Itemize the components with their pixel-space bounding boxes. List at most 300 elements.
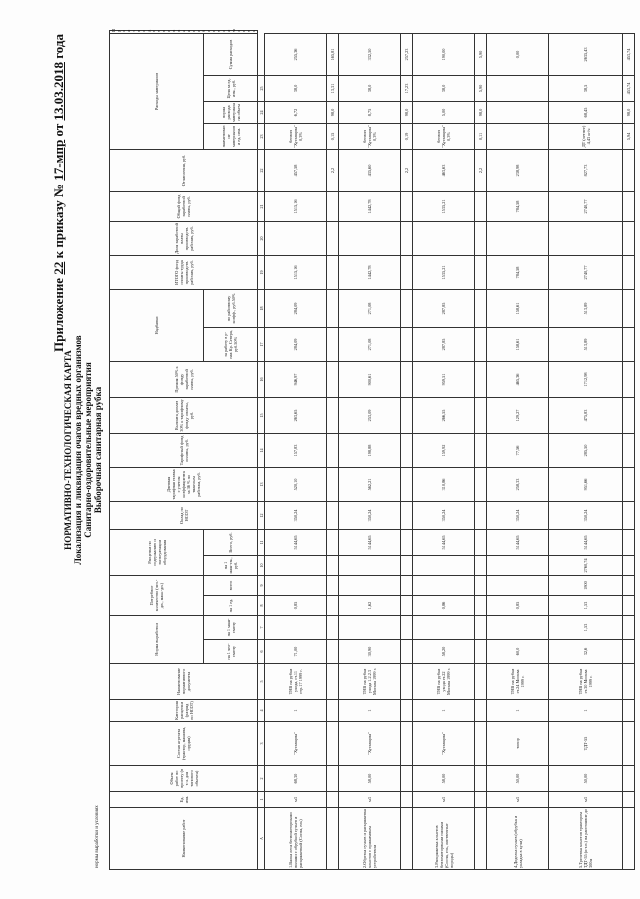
cell-doc: ТНВ на рубки ухода, ст.11 стр.17 1999 г. [265, 664, 327, 700]
cell-sum: 946,97 [265, 361, 327, 397]
subcell [623, 501, 635, 529]
hdr-prem: Премия 50% к фонду заработной платы, руб. [110, 361, 258, 397]
hdr-category: Категория расценки (разряд по НСОТ) [110, 700, 258, 722]
cell-rate [339, 575, 401, 595]
subcell [327, 808, 339, 870]
cell-mat: ДТ (летнее) 4,43 кг/ч [549, 123, 623, 149]
cell-tfund: 258,33 [487, 467, 549, 501]
cell-extra [413, 221, 475, 255]
cell-need2: 1,53 [549, 596, 623, 616]
cell-unit: м3 [487, 792, 549, 808]
subcell [623, 575, 635, 595]
table-row [549, 31, 623, 870]
column-number: 16 [258, 361, 265, 397]
appendix-prefix: Приложение [51, 277, 66, 352]
cell-rate [413, 575, 475, 595]
hdr-volume: Объем работ по проекту (в т.ч. для типового объекта) [110, 766, 258, 792]
subcell [623, 149, 635, 191]
subcell [623, 616, 635, 640]
cell-need2: 0,86 [413, 596, 475, 616]
column-number: 5 [258, 664, 265, 700]
hdr-norm-doc: Наименование нормативного документа [110, 664, 258, 700]
cell-mnorm [487, 101, 549, 123]
cell-tfund: 951,66 [549, 467, 623, 501]
cell-mprice: 38,0 [265, 75, 327, 101]
hdr-cost: Производственная себестоимость [111, 28, 256, 32]
cell-norm1: 71,00 [265, 640, 327, 664]
hdr-tariff: Дневная тарифная ставка с учетом коэффициента за 36 % по тяжелым работам, руб. [110, 467, 258, 501]
cell-cat: 1 [549, 700, 623, 722]
title-line-1: НОРМАТИВНО-ТЕХНОЛОГИЧЕСКАЯ КАРТА [63, 350, 73, 550]
cell-tariff: 350,24 [413, 501, 475, 529]
title-line-3: Санитарно-оздоровительные мероприятия [83, 362, 93, 538]
hdr-deductions: Отчисления, руб. [110, 149, 258, 191]
hdr-composition: Состав агрегата (трактор, машина, орудия) [110, 722, 258, 766]
column-number: 7 [258, 616, 265, 640]
cell-rtotal: 2760,74 [549, 555, 623, 575]
cell-tfund: 562,21 [339, 467, 401, 501]
table-row [487, 31, 549, 870]
subcell [401, 664, 413, 700]
column-number: 1 [258, 792, 265, 808]
subcell [401, 596, 413, 616]
cell-bonus: 285,50 [549, 433, 623, 467]
subcell [475, 700, 487, 722]
hdr-payroll: Общий фонд заработной платы, руб. [110, 191, 258, 221]
cell-bonus: 77,56 [487, 433, 549, 467]
subcell [623, 700, 635, 722]
hdr-salary: Оклад по НСОТ [110, 501, 258, 529]
subcell: 98,0 [401, 101, 413, 123]
cell-payroll: 1535,21 [413, 191, 475, 221]
cell-rtotal [413, 555, 475, 575]
cell-rtotal [265, 555, 327, 575]
appendix-date: 13.03.2018 [51, 62, 66, 121]
column-number: 18 [258, 289, 265, 327]
cell-sum: 465,36 [487, 361, 549, 397]
cell-volume: 50,00 [487, 766, 549, 792]
cell-need2: 1,62 [339, 596, 401, 616]
column-number: 22 [258, 149, 265, 191]
appendix-number: 22 [51, 261, 66, 275]
subcell [327, 361, 339, 397]
hdr-norm-output: Норма выработки [110, 616, 204, 664]
table-row [265, 31, 327, 870]
cell-rate [265, 575, 327, 595]
table-subrow [401, 31, 413, 870]
subcell [401, 700, 413, 722]
subcell: 2,2 [327, 149, 339, 191]
cell-unit: м3 [265, 792, 327, 808]
column-number: 11 [258, 529, 265, 555]
title-line-4: Выборочная санитарная рубка [93, 386, 103, 514]
subcell [401, 640, 413, 664]
subcell [401, 722, 413, 766]
cell-work: 3.Раскряжевка хлыстов бензомоторными пилами (Сосна, ель, лиственные породы) [413, 808, 475, 870]
cell-mat [487, 123, 549, 149]
table-subrow [623, 31, 635, 870]
subcell [475, 575, 487, 595]
cell-salary: 5144,65 [413, 529, 475, 555]
subcell: 17,23 [401, 75, 413, 101]
subcell [327, 433, 339, 467]
hdr-allowances: Надбавки [110, 289, 204, 361]
hdr-need-total: всего [204, 575, 258, 595]
subcell [475, 766, 487, 792]
hdr-materials: Расходы материалов [110, 33, 204, 149]
cell-need2: 0,85 [265, 596, 327, 616]
subcell [623, 766, 635, 792]
norm-note: нормы выработки и условиях [95, 805, 100, 868]
cell-work: 1.Валка леса бензомоторными пилами с обрубкой сучьев и раскряжевкой (Сосна, ель) [265, 808, 327, 870]
hdr-rates-per: на 1 маш-см., руб. [204, 555, 258, 575]
cell-total: 1515,16 [265, 255, 327, 289]
subcell [401, 191, 413, 221]
cell-n1: 284,09 [265, 327, 327, 361]
cell-need1 [265, 616, 327, 640]
cell-n1: 158,61 [487, 327, 549, 361]
cell-rtotal [487, 555, 549, 575]
cell-unit: м3 [339, 792, 401, 808]
subcell: 5,90 [475, 33, 487, 75]
cell-need2: 0,85 [487, 596, 549, 616]
column-number-row [258, 31, 265, 870]
cell-rate: 1800 [549, 575, 623, 595]
cell-doc: ТНВ на рубки ст.30 Москва 1999 г. [549, 664, 623, 700]
column-number: 2 [258, 766, 265, 792]
subcell [623, 792, 635, 808]
cell-salary: 5144,65 [339, 529, 401, 555]
subcell [327, 529, 339, 555]
subcell [327, 555, 339, 575]
column-number: 12 [258, 501, 265, 529]
subcell [401, 289, 413, 327]
column-number: 24 [258, 101, 265, 123]
subcell [401, 555, 413, 575]
subcell [401, 433, 413, 467]
cell-norm1: 60,0 [487, 640, 549, 664]
column-number: 15 [258, 397, 265, 433]
subcell [475, 467, 487, 501]
column-number: 6 [258, 640, 265, 664]
cell-ded: 827,73 [549, 149, 623, 191]
subcell [475, 327, 487, 361]
cell-n2: 513,89 [549, 289, 623, 327]
subcell: 2,2 [475, 149, 487, 191]
hdr-allow-coef: по районному коэфф., руб.50% [204, 289, 258, 327]
cell-tfund: 310,86 [413, 467, 475, 501]
cell-volume: 68,30 [265, 766, 327, 792]
subcell [401, 808, 413, 870]
subcell [401, 255, 413, 289]
appendix-year: года [51, 34, 66, 59]
subcell [327, 255, 339, 289]
column-number: 3 [258, 722, 265, 766]
cell-bonus: 157,83 [265, 433, 327, 467]
cell-volume: 58,00 [339, 766, 401, 792]
subcell [475, 433, 487, 467]
cell-mprice: 38,0 [413, 75, 475, 101]
cell-cat: 1 [487, 700, 549, 722]
subcell [623, 596, 635, 616]
cell-salary: 5144,65 [549, 529, 623, 555]
cell-tariff: 350,24 [265, 501, 327, 529]
cell-mnorm: 68,45 [549, 101, 623, 123]
cell-rtotal [339, 555, 401, 575]
subcell [327, 397, 339, 433]
cell-salary: 5144,65 [487, 529, 549, 555]
cell-total: 2740,77 [549, 255, 623, 289]
cell-cat: 1 [339, 700, 401, 722]
cell-need1 [487, 616, 549, 640]
title-line-2: Локализация и ликвидация очагов вредных организмов [73, 335, 83, 565]
hdr-need-per: на 1 ед. [204, 596, 258, 616]
column-number: 9 [258, 575, 265, 595]
cell-machine: "Хускварна" [265, 722, 327, 766]
column-number: 23 [258, 123, 265, 149]
cell-rate [487, 575, 549, 595]
subcell [327, 640, 339, 664]
appendix-from: от [51, 123, 66, 137]
subcell [623, 640, 635, 664]
cell-prem: 253,09 [339, 397, 401, 433]
subcell: 13,31 [327, 75, 339, 101]
cell-mnorm: 8,75 [339, 101, 401, 123]
subcell [623, 361, 635, 397]
subcell [475, 616, 487, 640]
subcell: 2,2 [401, 149, 413, 191]
subcell [475, 191, 487, 221]
cell-n2: 271,08 [339, 289, 401, 327]
subcell [327, 221, 339, 255]
subcell [475, 722, 487, 766]
column-number: 10 [258, 555, 265, 575]
subcell [327, 616, 339, 640]
subcell [475, 529, 487, 555]
cell-doc: ТНВ на рубки ст.24 Москва 1999 г. [487, 664, 549, 700]
subcell [623, 722, 635, 766]
hdr-unit: Ед. изм. [110, 792, 258, 808]
header-row-1 [110, 31, 204, 870]
hdr-work: Наименование работ [110, 808, 258, 870]
rotated-landscape-content [45, 20, 631, 880]
cell-prem: 266,55 [413, 397, 475, 433]
cell-payroll: 1515,16 [265, 191, 327, 221]
subcell [475, 792, 487, 808]
hdr-norm-per-machine: на 1 маш-смену [204, 616, 258, 640]
table-subrow [475, 31, 487, 870]
subcell [401, 501, 413, 529]
cell-mat: бензин "Хускварна" 0,3% [265, 123, 327, 149]
cell-machine: "Хускварна" [413, 722, 475, 766]
subcell [475, 640, 487, 664]
cell-mnorm: 6,72 [265, 101, 327, 123]
table-row [413, 31, 475, 870]
cell-mprice [487, 75, 549, 101]
cell-tariff: 350,24 [549, 501, 623, 529]
cell-prem: 129,27 [487, 397, 549, 433]
subcell [623, 808, 635, 870]
hdr-mat-name: наименование материалов и ед. изм. [204, 123, 258, 149]
cell-need1: 1,53 [549, 616, 623, 640]
table-subrow [327, 31, 339, 870]
subcell [475, 501, 487, 529]
subcell [475, 596, 487, 616]
cell-payroll: 2740,77 [549, 191, 623, 221]
cell-extra [487, 221, 549, 255]
subcell [401, 221, 413, 255]
subcell [623, 221, 635, 255]
subcell: 453,74 [623, 75, 635, 101]
cell-work: 5.Трелевка хлыстов трактором ТДТ-55 (и т.п.) на расстояние до 300м [549, 808, 623, 870]
subcell [475, 808, 487, 870]
cell-payroll: 784,58 [487, 191, 549, 221]
cell-machine: топор [487, 722, 549, 766]
hdr-tariff-fund: Тарифный фонд оплаты, руб. [110, 433, 258, 467]
cell-payroll: 1442,78 [339, 191, 401, 221]
cell-need1 [413, 616, 475, 640]
subcell [475, 255, 487, 289]
table-row [339, 31, 401, 870]
cell-total: 1442,78 [339, 255, 401, 289]
cell-ded: 457,58 [265, 149, 327, 191]
cell-msum: 255,36 [265, 33, 327, 75]
subcell: 257,23 [401, 33, 413, 75]
cell-n1: 513,89 [549, 327, 623, 361]
column-number: 14 [258, 433, 265, 467]
cell-extra [265, 221, 327, 255]
subcell: 0,19 [401, 123, 413, 149]
subcell [623, 664, 635, 700]
hdr-rates-total: Всего, руб. [204, 529, 258, 555]
subcell [623, 255, 635, 289]
cell-cat: 1 [265, 700, 327, 722]
subcell [327, 700, 339, 722]
column-number: А [258, 808, 265, 870]
subcell [327, 327, 339, 361]
hdr-norm-per-shift: на 1 чел-смену [204, 640, 258, 664]
subcell [475, 397, 487, 433]
cell-prem: 263,65 [265, 397, 327, 433]
subcell [401, 327, 413, 361]
subcell [475, 221, 487, 255]
subcell [401, 361, 413, 397]
subcell [623, 191, 635, 221]
cell-n2: 158,61 [487, 289, 549, 327]
cell-n1: 271,08 [339, 327, 401, 361]
cell-sum: 1712,98 [549, 361, 623, 397]
cell-volume: 50,00 [549, 766, 623, 792]
cell-unit: м3 [413, 792, 475, 808]
subcell [623, 433, 635, 467]
hdr-allow-north: за работу в р-нах Кр. Севера, руб.50% [204, 327, 258, 361]
cell-volume: 58,00 [413, 766, 475, 792]
cell-total: 1535,21 [413, 255, 475, 289]
subcell [327, 191, 339, 221]
cell-mat: бензин "Хускварна" 0,3% [339, 123, 401, 149]
subcell [475, 361, 487, 397]
subcell [327, 722, 339, 766]
cell-mprice: 38,5 [549, 75, 623, 101]
cell-total: 784,58 [487, 255, 549, 289]
hdr-mat-sum: Сумма расходов [204, 33, 258, 75]
cell-ded: 463,63 [413, 149, 475, 191]
subcell [327, 792, 339, 808]
cell-salary: 5144,65 [265, 529, 327, 555]
cell-mat: бензин "Хускварна" 0,3% [413, 123, 475, 149]
cell-doc: ТНВ на рубки ухода ст.22 Москва 1999 г. [413, 664, 475, 700]
cell-extra [549, 221, 623, 255]
cell-unit: м3 [549, 792, 623, 808]
cell-work: 4.Доделка сучьев (обрубка и укладка в кучи) [487, 808, 549, 870]
subcell [327, 501, 339, 529]
hdr-need: Потребное количество (чел.-дн., маш.-дн.) [110, 575, 204, 615]
column-number: 8 [258, 596, 265, 616]
column-number: 13 [258, 467, 265, 501]
subcell: 453,74 [623, 33, 635, 75]
subcell [623, 327, 635, 361]
subcell [401, 529, 413, 555]
appendix-order: 17-мпр [51, 139, 66, 181]
subcell: 5,90 [475, 75, 487, 101]
cell-tariff: 350,24 [487, 501, 549, 529]
cell-tfund: 520,10 [265, 467, 327, 501]
subcell [623, 467, 635, 501]
cell-prem: 475,83 [549, 397, 623, 433]
subcell [475, 555, 487, 575]
subcell: 5,94 [623, 123, 635, 149]
cell-msum: 0,00 [487, 33, 549, 75]
subcell [327, 664, 339, 700]
cell-n1: 287,85 [413, 327, 475, 361]
cell-sum: 900,61 [339, 361, 401, 397]
cell-extra [339, 221, 401, 255]
cell-cat: 1 [413, 700, 475, 722]
hdr-mat-price: Цена за ед. изм., руб. [204, 75, 258, 101]
subcell [401, 616, 413, 640]
cell-bonus: 159,92 [413, 433, 475, 467]
cell-tariff: 350,24 [339, 501, 401, 529]
column-number: 17 [258, 327, 265, 361]
column-number: 21 [258, 191, 265, 221]
cell-doc: ТНВ на рубки ухода 1.2.2.3 Москва 1999 г. [339, 664, 401, 700]
cell-n2: 287,85 [413, 289, 475, 327]
hdr-mat-norm: норма расхода материала на объем [204, 101, 258, 123]
subcell [401, 792, 413, 808]
cell-mprice: 38,0 [339, 75, 401, 101]
column-number: 4 [258, 700, 265, 722]
column-number: 20 [258, 221, 265, 255]
subcell: 98,0 [623, 101, 635, 123]
subcell [401, 575, 413, 595]
hdr-extra: Доля заработной платы производств. рабочих, руб. [110, 221, 258, 255]
cell-norm1: 30,90 [339, 640, 401, 664]
subcell [327, 575, 339, 595]
cell-ded: 238,98 [487, 149, 549, 191]
cell-mnorm: 5,00 [413, 101, 475, 123]
subcell: 98,0 [475, 101, 487, 123]
subcell [475, 664, 487, 700]
subcell [475, 289, 487, 327]
subcell [327, 289, 339, 327]
hdr-rates: Расценки по содержанию и эксплуатации оборудования [110, 529, 204, 575]
tech-map-table [109, 30, 635, 870]
subcell: 0,11 [475, 123, 487, 149]
cell-msum: 2635,43 [549, 33, 623, 75]
subcell [623, 397, 635, 433]
cell-ded: 435,60 [339, 149, 401, 191]
cell-msum: 190,00 [413, 33, 475, 75]
